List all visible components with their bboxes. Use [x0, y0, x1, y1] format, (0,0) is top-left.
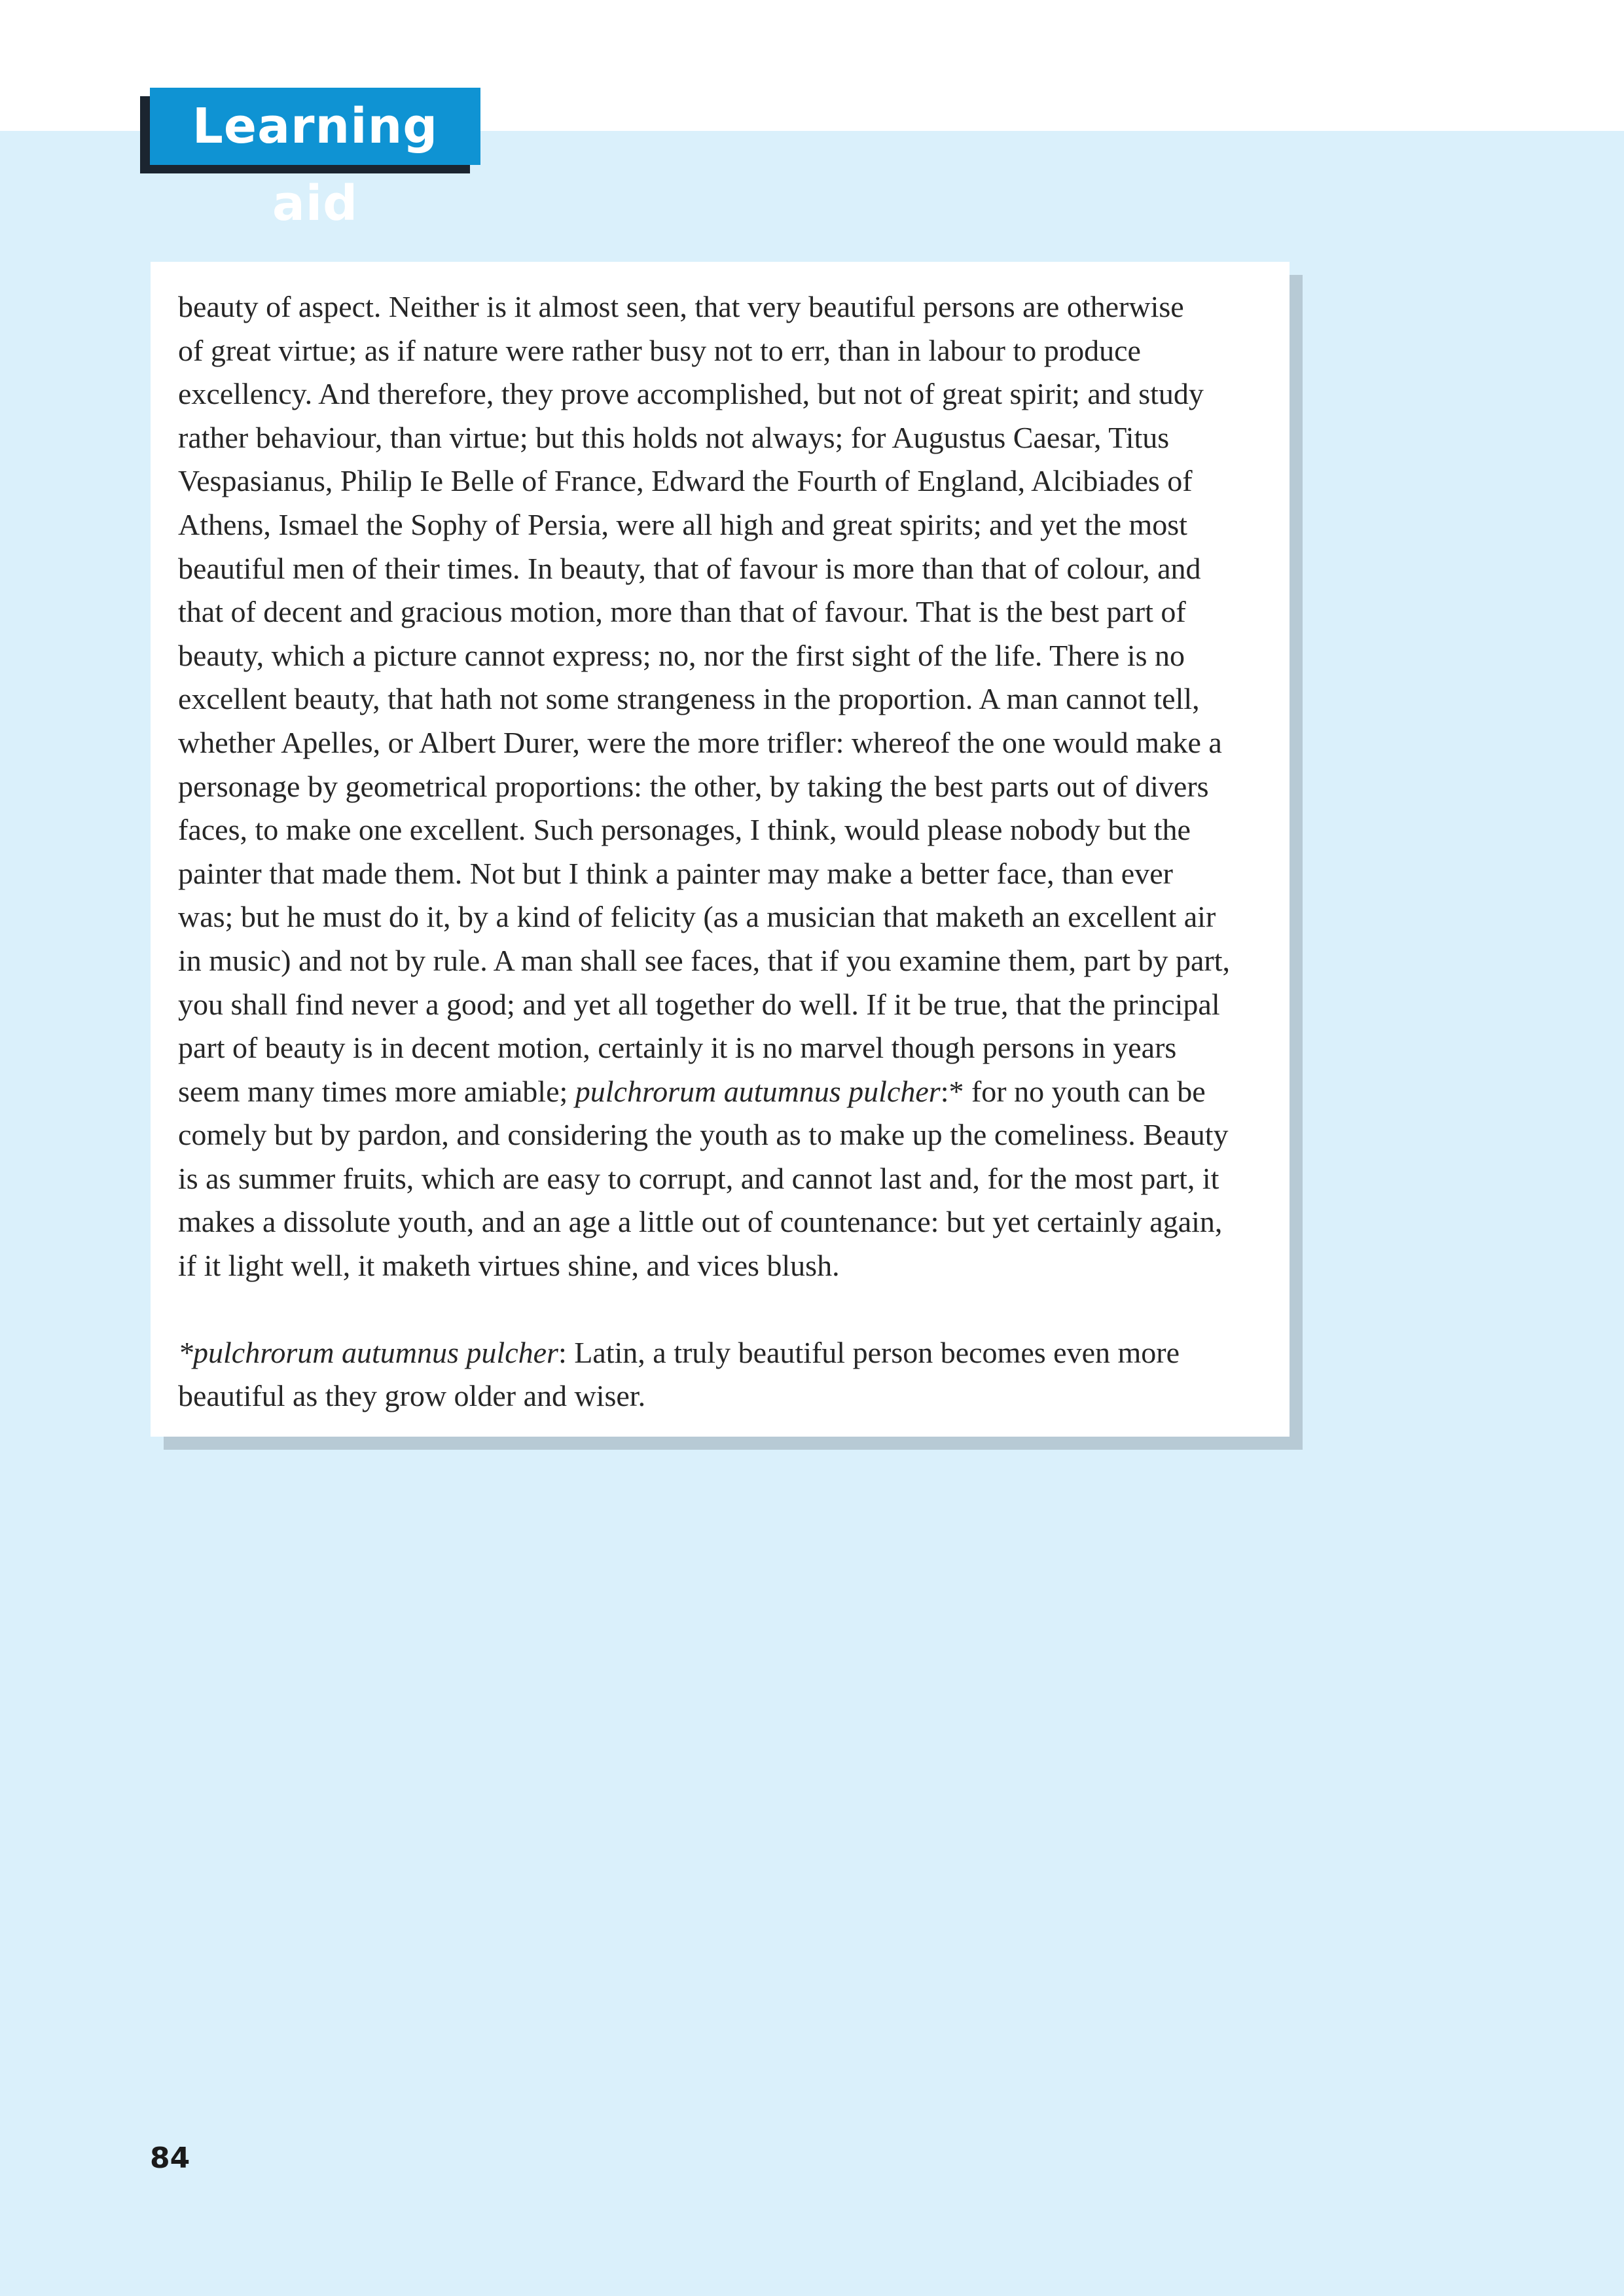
learning-aid-tag: Learning aid [150, 88, 480, 165]
passage-line: part of beauty is in decent motion, certainly it is no marvel though persons in years [178, 1031, 1177, 1065]
passage-line: comely but by pardon, and considering the youth as to make up the comeliness. Beauty [178, 1118, 1229, 1152]
passage-line: beauty of aspect. Neither is it almost seen, that very beautiful persons are otherwise [178, 290, 1184, 323]
passage-line-with-latin [178, 1070, 1263, 1114]
passage-line: makes a dissolute youth, and an age a little out of countenance: but yet certainly again, [178, 1205, 1223, 1239]
passage-text-segment: seem many times more amiable; [178, 1074, 575, 1108]
footnote-line [178, 1331, 1263, 1375]
passage-line: beautiful men of their times. In beauty, that of favour is more than that of colour, and [178, 551, 1201, 585]
footnote-term: *pulchrorum autumnus pulcher [178, 1335, 558, 1369]
passage-line: if it light well, it maketh virtues shine, and vices blush. [178, 1249, 840, 1283]
latin-phrase: pulchrorum autumnus pulcher [575, 1074, 941, 1108]
passage-line: in music) and not by rule. A man shall see faces, that if you examine them, part by part, [178, 943, 1231, 977]
passage-line: that of decent and gracious motion, more than that of favour. That is the best part of [178, 595, 1186, 629]
footnote [178, 1331, 1263, 1418]
passage-line: of great virtue; as if nature were rather busy not to err, than in labour to produce [178, 333, 1141, 367]
passage-line: painter that made them. Not but I think a painter may make a better face, than ever [178, 856, 1173, 890]
passage-line: excellent beauty, that hath not some strangeness in the proportion. A man cannot tell, [178, 682, 1200, 716]
passage-line: Vespasianus, Philip Ie Belle of France, Edward the Fourth of England, Alcibiades of [178, 464, 1193, 498]
passage-text-segment: :* for no youth can be [940, 1074, 1206, 1108]
passage-line: personage by geometrical proportions: the other, by taking the best parts out of divers [178, 769, 1209, 803]
footnote-line: beautiful as they grow older and wiser. [178, 1379, 646, 1413]
passage-line: is as summer fruits, which are easy to corrupt, and cannot last and, for the most part, it [178, 1161, 1219, 1195]
passage-line: whether Apelles, or Albert Durer, were the more trifler: whereof the one would make a [178, 725, 1222, 759]
passage-line: beauty, which a picture cannot express; no, nor the first sight of the life. There is no [178, 638, 1185, 672]
passage-line: you shall find never a good; and yet all together do well. If it be true, that the principal [178, 987, 1220, 1021]
passage-text [178, 285, 1263, 1288]
text-card [151, 262, 1290, 1437]
passage-line: Athens, Ismael the Sophy of Persia, were all high and great spirits; and yet the most [178, 507, 1187, 541]
passage-line: rather behaviour, than virtue; but this holds not always; for Augustus Caesar, Titus [178, 420, 1170, 454]
page-number: 84 [150, 2142, 190, 2175]
footnote-definition: : Latin, a truly beautiful person becomes even more [558, 1335, 1180, 1369]
passage-line: faces, to make one excellent. Such personages, I think, would please nobody but the [178, 813, 1191, 847]
passage-line: excellency. And therefore, they prove accomplished, but not of great spirit; and study [178, 377, 1204, 411]
passage-line: was; but he must do it, by a kind of felicity (as a musician that maketh an excellent air [178, 900, 1216, 934]
